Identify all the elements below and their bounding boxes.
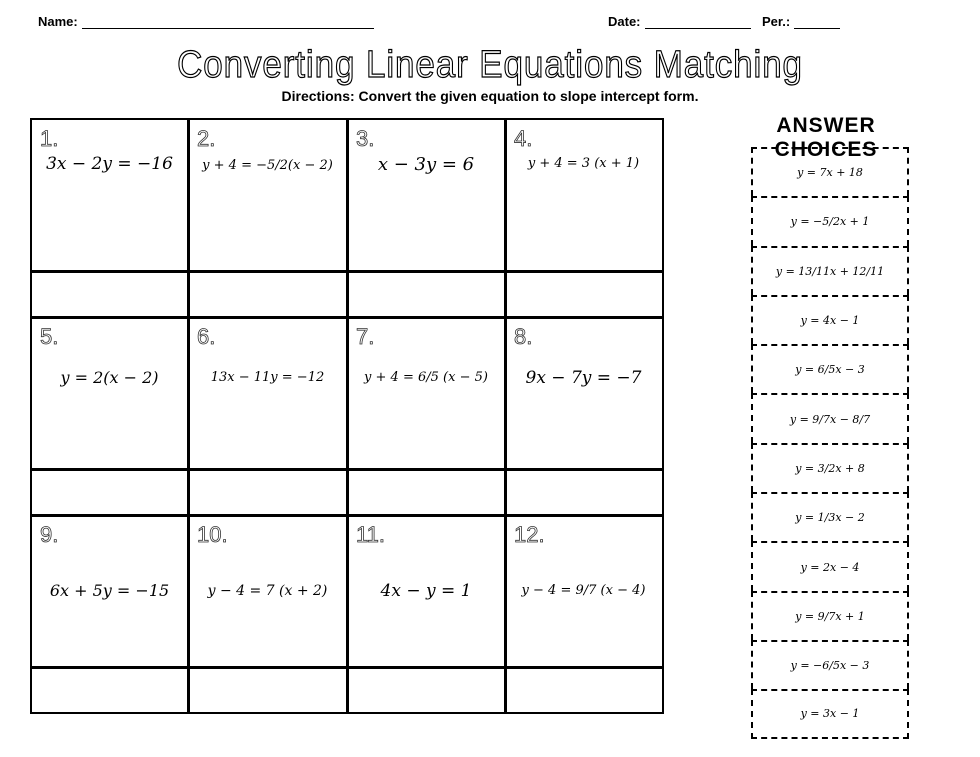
problem-cell: [348, 318, 504, 468]
problem-equation: y − 4 = 7 (x + 2): [207, 583, 328, 599]
problem-equation: 6x + 5y = −15: [49, 581, 170, 600]
answer-blank[interactable]: [32, 668, 187, 712]
answer-choice-card[interactable]: y = 7x + 18: [751, 147, 909, 196]
problem-cell: [348, 516, 504, 666]
answer-choice-card[interactable]: y = 9/7x + 1: [751, 591, 909, 640]
problem-equation: y + 4 = 3 (x + 1): [527, 156, 640, 171]
problem-cell: [506, 318, 661, 468]
answer-blank[interactable]: [506, 668, 661, 712]
problem-cell: [189, 516, 346, 666]
worksheet-title: Converting Linear Equations Matching: [177, 44, 803, 86]
answer-blank[interactable]: [348, 272, 504, 316]
problem-cell: [32, 318, 187, 468]
answer-choice-card[interactable]: y = −5/2x + 1: [751, 196, 909, 245]
answer-blank[interactable]: [189, 470, 346, 514]
problem-cell: [189, 318, 346, 468]
problem-equation: x − 3y = 6: [377, 154, 475, 175]
problem-number: 3.: [356, 126, 375, 151]
answer-choices-title: ANSWER CHOICES: [774, 114, 878, 161]
problem-cell: [506, 516, 661, 666]
problem-number: 9.: [40, 522, 59, 547]
name-field: [38, 14, 374, 29]
answer-blank[interactable]: [32, 272, 187, 316]
problem-number: 4.: [514, 126, 533, 151]
answer-blank[interactable]: [506, 272, 661, 316]
problem-cell: [348, 120, 504, 270]
answer-blank[interactable]: [348, 470, 504, 514]
problem-number: 12.: [514, 522, 545, 547]
answer-choice-card[interactable]: y = 4x − 1: [751, 295, 909, 344]
problem-equation: y + 4 = −5/2(x − 2): [202, 158, 333, 173]
problem-cell: [189, 120, 346, 270]
answer-choice-card[interactable]: y = 9/7x − 8/7: [751, 393, 909, 442]
name-blank[interactable]: [82, 14, 374, 29]
problem-number: 1.: [40, 126, 59, 151]
problem-number: 11.: [356, 522, 385, 547]
problem-number: 5.: [40, 324, 59, 349]
problem-number: 8.: [514, 324, 533, 349]
problem-number: 6.: [197, 324, 216, 349]
answer-blank[interactable]: [348, 668, 504, 712]
worksheet-header: [0, 14, 980, 38]
problem-number: 7.: [356, 324, 375, 349]
problem-equation: 9x − 7y = −7: [525, 368, 642, 388]
date-field: [608, 14, 751, 29]
problem-number: 2.: [197, 126, 216, 151]
answer-blank[interactable]: [506, 470, 661, 514]
answer-choice-card[interactable]: y = 6/5x − 3: [751, 344, 909, 393]
answer-blank[interactable]: [32, 470, 187, 514]
date-label: Date:: [608, 14, 641, 29]
problem-grid: [30, 118, 664, 714]
problem-equation: y + 4 = 6/5 (x − 5): [364, 370, 488, 385]
answer-choice-card[interactable]: y = 1/3x − 2: [751, 492, 909, 541]
problem-equation: y − 4 = 9/7 (x − 4): [521, 583, 646, 598]
answer-choice-card[interactable]: y = 13/11x + 12/11: [751, 246, 909, 295]
name-label: Name:: [38, 14, 78, 29]
problem-equation: 4x − y = 1: [380, 581, 472, 601]
directions-text: Directions: Convert the given equation to slope intercept form.: [281, 88, 699, 104]
answer-choice-card[interactable]: y = −6/5x − 3: [751, 640, 909, 689]
answer-choice-card[interactable]: y = 3x − 1: [751, 689, 909, 738]
date-blank[interactable]: [645, 14, 751, 29]
answer-blank[interactable]: [189, 668, 346, 712]
problem-cell: [32, 516, 187, 666]
problem-equation: y = 2(x − 2): [60, 368, 159, 387]
answer-choice-card[interactable]: y = 2x − 4: [751, 541, 909, 590]
problem-number: 10.: [197, 522, 228, 547]
problem-equation: 3x − 2y = −16: [46, 154, 173, 174]
problem-cell: [506, 120, 661, 270]
answer-choices-list: [751, 147, 909, 739]
problem-cell: [32, 120, 187, 270]
period-blank[interactable]: [794, 14, 840, 29]
period-field: [762, 14, 840, 29]
answer-choice-card[interactable]: y = 3/2x + 8: [751, 443, 909, 492]
problem-equation: 13x − 11y = −12: [210, 370, 325, 385]
answer-blank[interactable]: [189, 272, 346, 316]
period-label: Per.:: [762, 14, 791, 29]
